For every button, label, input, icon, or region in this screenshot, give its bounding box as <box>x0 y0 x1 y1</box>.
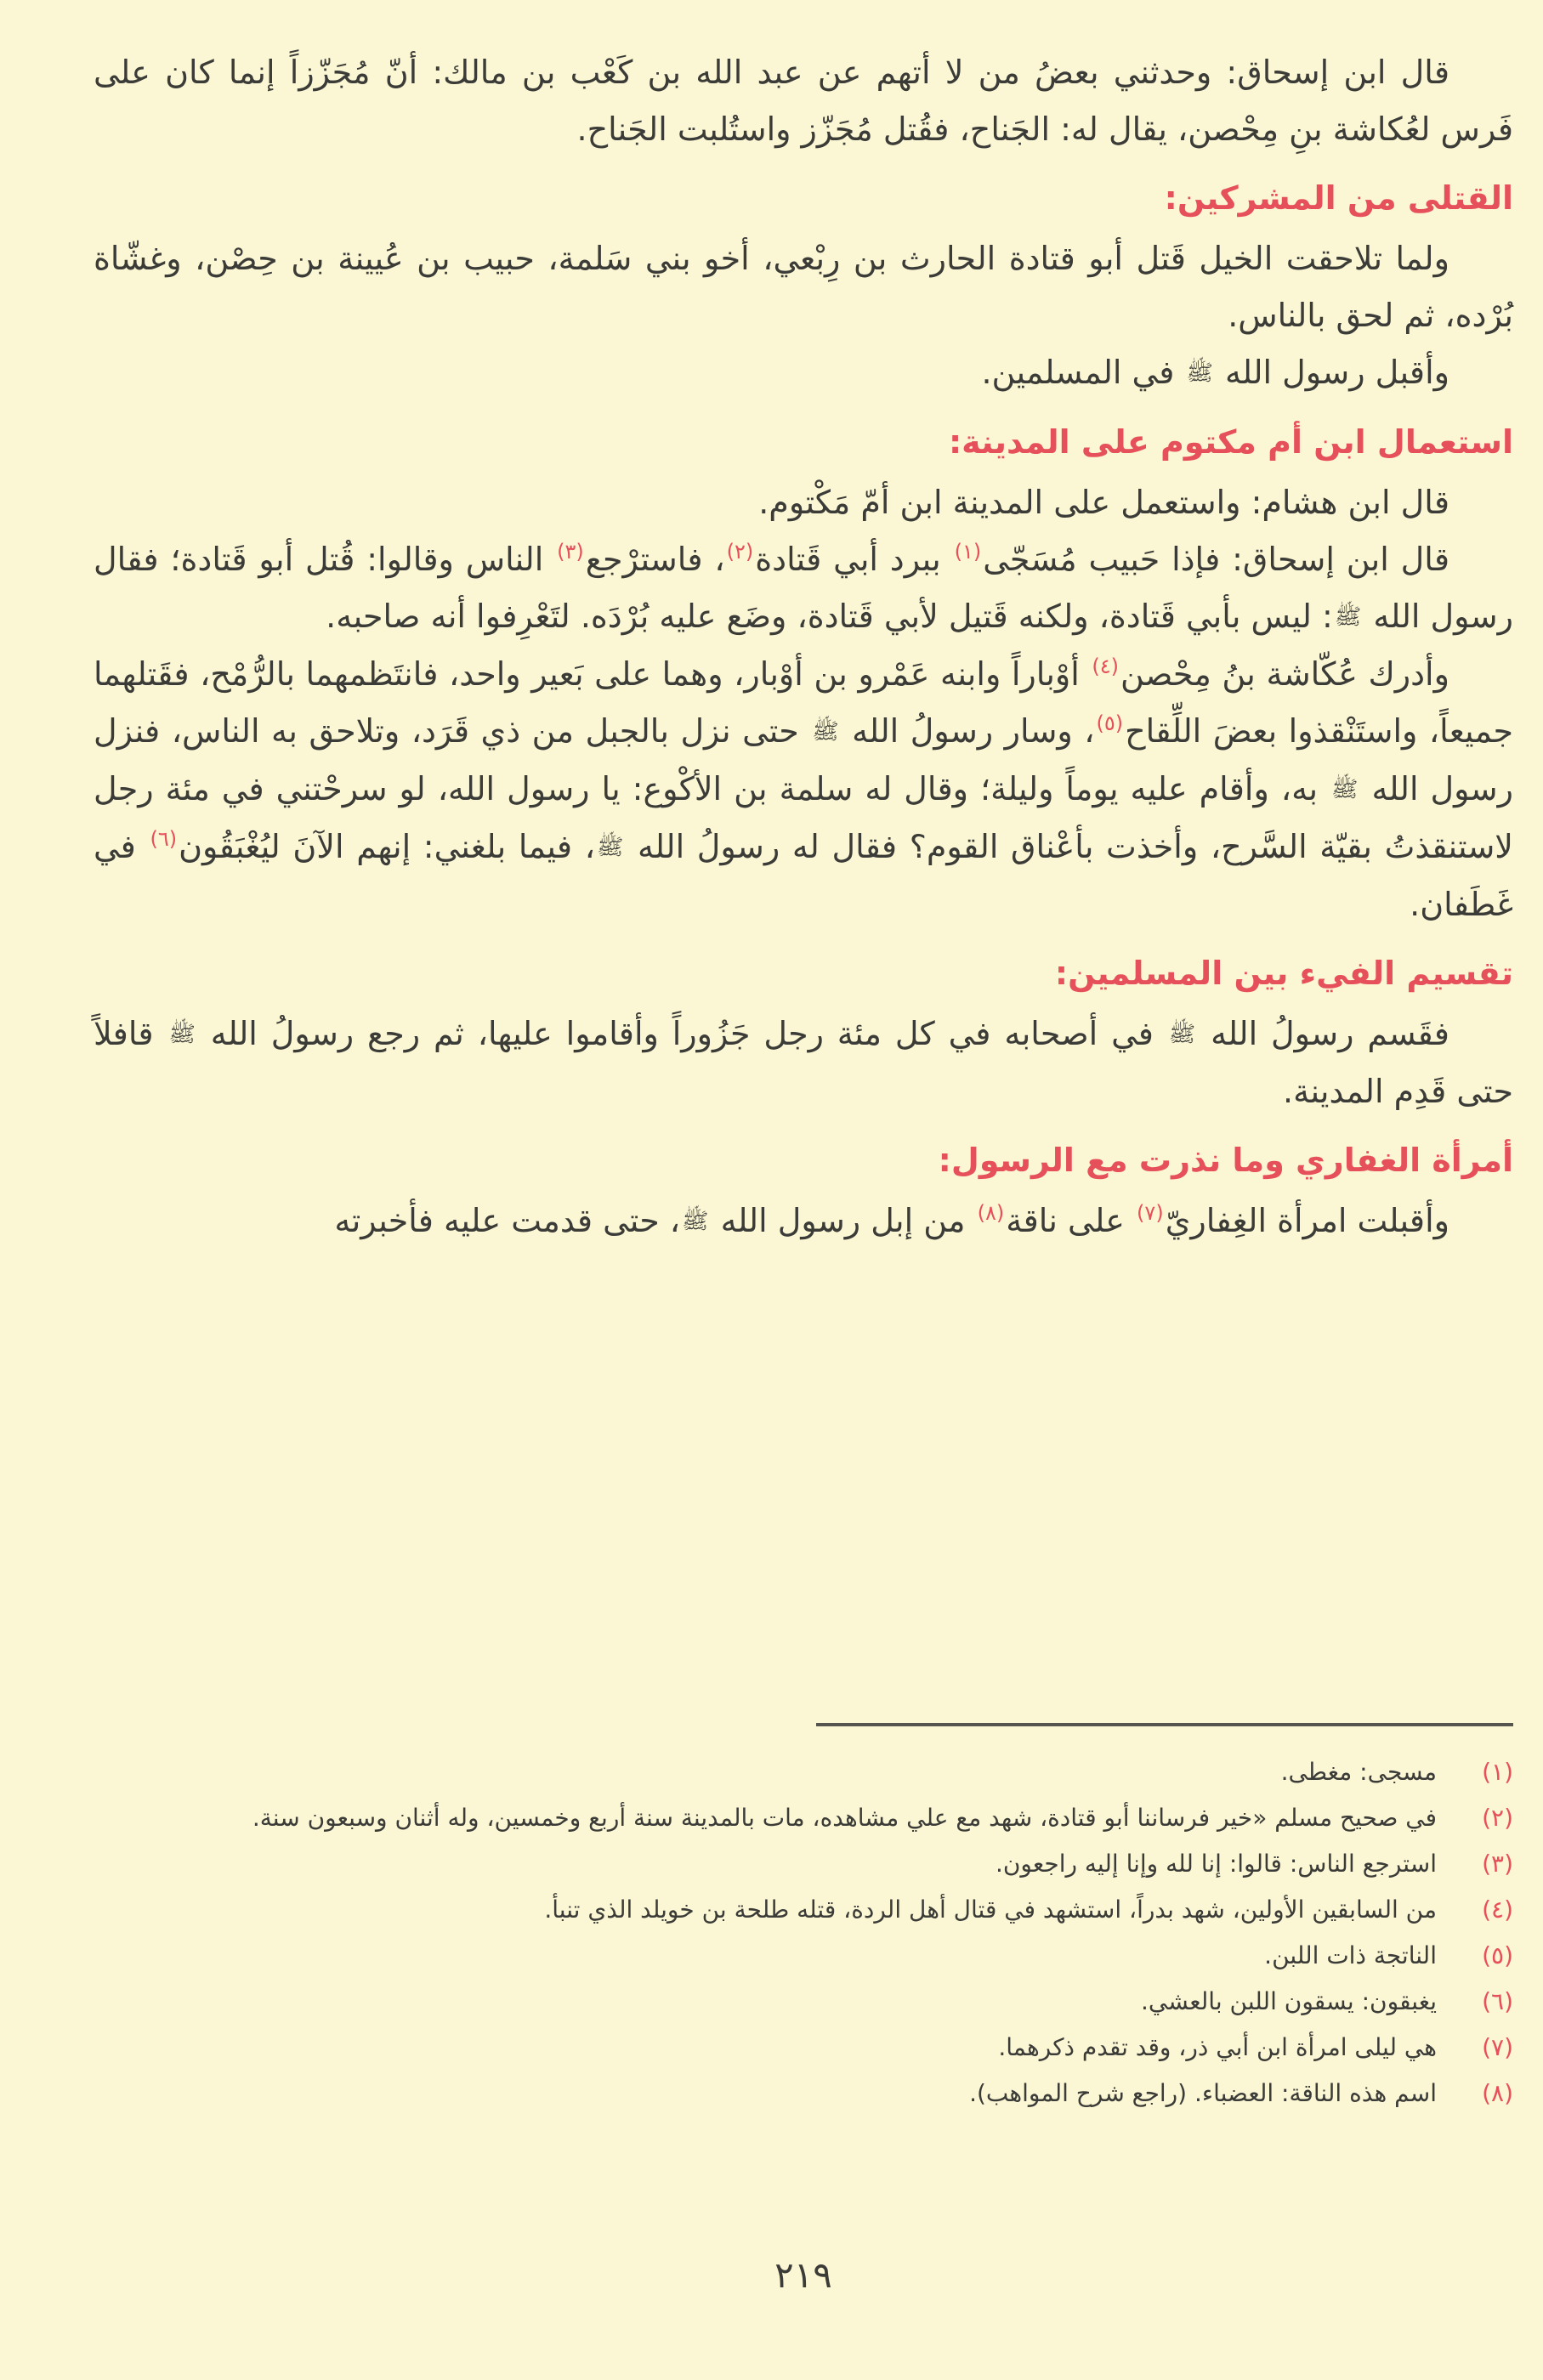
footnote-text: يغبقون: يسقون اللبن بالعشي. <box>1141 1987 1437 2015</box>
footnote-number: (٨) <box>1482 2079 1513 2107</box>
footnote-ref-7[interactable]: (٧) <box>1137 1201 1164 1226</box>
footnote-1 <box>94 1753 1513 1792</box>
salawat-ligature-icon: ﷺ <box>168 1022 196 1047</box>
footnote-2 <box>94 1799 1513 1838</box>
footnote-ref-4[interactable]: (٤) <box>1092 654 1120 679</box>
section-heading-killed-polytheists: القتلى من المشركين: <box>1164 179 1513 217</box>
text-fragment: قافلاً حتى قَدِم المدينة. <box>94 1015 1513 1110</box>
section-heading-ghifari-woman: أمرأة الغفاري وما نذرت مع الرسول: <box>938 1142 1513 1179</box>
text-fragment: في أصحابه في كل مئة رجل جَزُوراً وأقاموا عليها، ثم رجع رسولُ الله <box>210 1015 1154 1052</box>
footnote-number: (١) <box>1482 1758 1513 1786</box>
paragraph-ukkasha-awbar <box>94 646 1513 933</box>
page-number: ٢١٩ <box>774 2254 832 2296</box>
footnote-number: (٥) <box>1482 1941 1513 1969</box>
text-fragment: وأقبل رسول الله <box>1225 354 1449 391</box>
footnotes <box>94 1753 1513 2120</box>
text-fragment: وأدرك عُكّاشة بنُ مِحْصن <box>1120 655 1449 693</box>
footnote-number: (٧) <box>1482 2033 1513 2061</box>
salawat-ligature-icon: ﷺ <box>1168 1022 1196 1047</box>
footnote-ref-2[interactable]: (٢) <box>726 540 754 564</box>
text-fragment: من إبل رسول الله <box>720 1202 966 1239</box>
footnote-ref-6[interactable]: (٦) <box>150 827 178 852</box>
text-fragment: حتى نزل بالجبل من ذي قَرَد، وتلاحق به الناس، فنزل رسول الله <box>94 712 1513 808</box>
footnote-7 <box>94 2028 1513 2067</box>
salawat-ligature-icon: ﷺ <box>1186 360 1213 386</box>
footnote-text: اسم هذه الناقة: العضباء. (راجع شرح المواهب). <box>969 2079 1437 2107</box>
paragraph-abu-qatada-kills-habib: ولما تلاحقت الخيل قَتل أبو قتادة الحارث بن رِبْعي، أخو بني سَلمة، حبيب بن عُيينة بن حِصْن، وغشّاة بُرْده، ثم لحق بالناس. <box>94 240 1513 334</box>
text-fragment: وأقبلت امرأة الغِفاريّ <box>1165 1202 1449 1239</box>
footnote-number: (٤) <box>1482 1896 1513 1924</box>
footnote-ref-5[interactable]: (٥) <box>1096 711 1124 736</box>
footnote-number: (٣) <box>1482 1850 1513 1878</box>
footnote-6 <box>94 1982 1513 2021</box>
salawat-ligature-icon: ﷺ <box>596 835 624 860</box>
footnote-ref-1[interactable]: (١) <box>954 540 982 564</box>
text-fragment: به، وأقام عليه يوماً وليلة؛ وقال له سلمة بن الأكْوع: يا رسول الله، لو سرحْتني في مئة رجل لاستنقذتُ بقيّة السَّرح، وأخذت بأعْناق القوم؟ فقال له رسولُ الله <box>94 770 1513 865</box>
text-fragment: ، وسار رسولُ الله <box>852 712 1095 750</box>
footnote-text: في صحيح مسلم «خير فرساننا أبو قتادة، شهد مع علي مشاهده، مات بالمدينة سنة أربع وخمسين، وله أثنان وسبعون سنة. <box>252 1804 1437 1832</box>
text-fragment: فقَسم رسولُ الله <box>1211 1015 1449 1052</box>
footnote-ref-8[interactable]: (٨) <box>977 1201 1005 1226</box>
paragraph-prophet-advances <box>94 344 1513 402</box>
salawat-ligature-icon: ﷺ <box>812 719 839 745</box>
footnote-3 <box>94 1844 1513 1884</box>
footnote-text: الناتجة ذات اللبن. <box>1264 1941 1437 1969</box>
text-fragment: ببرد أبي قَتادة <box>755 541 941 578</box>
text-fragment: على ناقة <box>1006 1202 1125 1239</box>
footnote-8 <box>94 2074 1513 2113</box>
text-fragment: ، فاسترْجع <box>585 541 725 578</box>
footnote-text: من السابقين الأولين، شهد بدراً، استشهد في قتال أهل الردة، قتله طلحة بن خويلد الذي تنبأ. <box>544 1896 1437 1924</box>
paragraph-ghifari-woman-arrives <box>94 1193 1513 1250</box>
footnote-separator-rule <box>816 1723 1513 1726</box>
footnote-text: مسجى: مغطى. <box>1280 1758 1437 1786</box>
footnote-text: هي ليلى امرأة ابن أبي ذر، وقد تقدم ذكرهما. <box>998 2033 1437 2061</box>
footnote-number: (٦) <box>1482 1987 1513 2015</box>
salawat-ligature-icon: ﷺ <box>682 1209 709 1234</box>
text-fragment: أوْباراً وابنه عَمْرو بن أوْبار، وهما على بَعير واحد، فانتَظمهما بالرُّمْح، فقَتلهما جميعاً، واستَنْقذوا بعضَ اللِّقاح <box>94 655 1513 750</box>
text-fragment: : ليس بأبي قَتادة، ولكنه قَتيل لأبي قَتادة، وضَع عليه بُرْدَه. لتَعْرِفوا أنه صاحبه. <box>326 598 1333 635</box>
section-heading-dividing-spoils: تقسيم الفيء بين المسلمين: <box>1054 955 1513 992</box>
text-fragment: ، حتى قدمت عليه فأخبرته <box>334 1202 681 1239</box>
salawat-ligature-icon: ﷺ <box>1334 604 1362 630</box>
footnote-4 <box>94 1890 1513 1930</box>
paragraph-habib-covered <box>94 531 1513 646</box>
paragraph-dividing-camels <box>94 1006 1513 1120</box>
paragraph-ibn-hisham: قال ابن هشام: واستعمل على المدينة ابن أمّ مَكْتوم. <box>758 484 1449 521</box>
paragraph-ibn-ishaq-mujazzar: قال ابن إسحاق: وحدثني بعضُ من لا أتهم عن عبد الله بن كَعْب بن مالك: أنّ مُجَزّزاً إنما كان على فَرس لعُكاشة بنِ مِحْصن، يقال له: الجَناح، فقُتل مُجَزّز واستُلبت الجَناح. <box>94 54 1513 148</box>
footnote-text: استرجع الناس: قالوا: إنا لله وإنا إليه راجعون. <box>995 1850 1437 1878</box>
section-heading-ibn-umm-maktum: استعمال ابن أم مكتوم على المدينة: <box>948 423 1513 461</box>
text-fragment: قال ابن إسحاق: فإذا حَبيب مُسَجّى <box>983 541 1450 578</box>
main-text <box>94 44 1513 1250</box>
salawat-ligature-icon: ﷺ <box>1331 777 1359 802</box>
footnote-ref-3[interactable]: (٣) <box>557 540 584 564</box>
text-fragment: في المسلمين. <box>981 354 1175 391</box>
footnote-number: (٢) <box>1482 1804 1513 1832</box>
text-fragment: في غَطَفان. <box>94 828 1513 923</box>
footnote-5 <box>94 1936 1513 1975</box>
text-fragment: الناس وقالوا: قُتل أبو قَتادة؛ فقال رسول الله <box>94 541 1513 635</box>
text-fragment: ، فيما بلغني: إنهم الآنَ ليُغْبَقُون <box>179 828 595 865</box>
